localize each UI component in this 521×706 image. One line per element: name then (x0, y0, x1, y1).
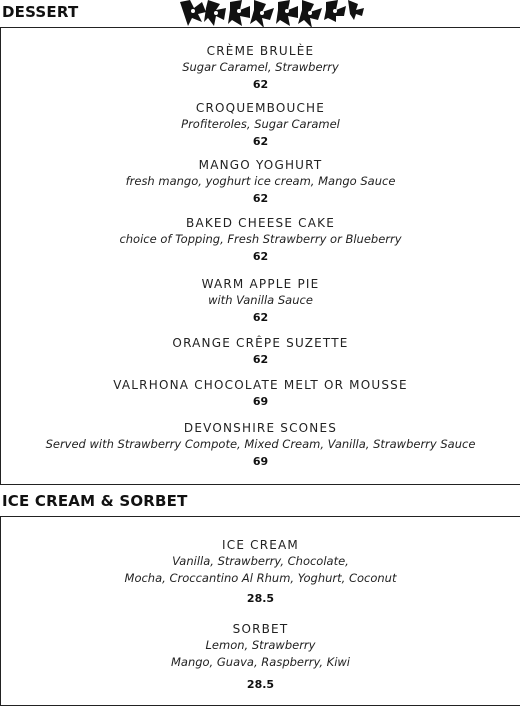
ice-cream-item-ice-cream (0, 537, 521, 607)
item-name: ORANGE CRÊPE SUZETTE (172, 336, 349, 350)
dessert-item-creme-brulee (0, 43, 521, 93)
item-price: 62 (252, 135, 269, 148)
section-title-ice-cream-sorbet: ICE CREAM & SORBET (2, 492, 188, 510)
dessert-item-baked-cheese-cake (0, 215, 521, 265)
item-name: CRÈME BRULÈE (206, 44, 315, 58)
dessert-item-orange-crepe-suzette (0, 335, 521, 368)
item-name: DEVONSHIRE SCONES (183, 421, 338, 435)
item-name: WARM APPLE PIE (201, 277, 320, 291)
item-name: ICE CREAM (222, 538, 299, 552)
item-name: MANGO YOGHURT (198, 158, 323, 172)
item-price: 62 (252, 78, 269, 91)
item-description: Profiteroles, Sugar Caramel (181, 117, 340, 131)
item-name: SORBET (232, 622, 289, 636)
item-name: VALRHONA CHOCOLATE MELT OR MOUSSE (113, 378, 408, 392)
item-description: with Vanilla Sauce (208, 293, 313, 307)
item-description-line-2: Mango, Guava, Raspberry, Kiwi (170, 655, 351, 669)
item-price: 69 (252, 455, 269, 468)
dessert-item-valrhona-chocolate (0, 377, 521, 410)
item-description: Sugar Caramel, Strawberry (182, 60, 339, 74)
item-price: 28.5 (246, 678, 275, 691)
item-price: 62 (252, 353, 269, 366)
item-description-line-1: Lemon, Strawberry (205, 638, 316, 652)
dessert-item-croquembouche (0, 100, 521, 150)
item-price: 69 (252, 395, 269, 408)
item-name: BAKED CHEESE CAKE (186, 216, 335, 230)
item-description-line-1: Vanilla, Strawberry, Chocolate, (172, 554, 349, 568)
item-description: choice of Topping, Fresh Strawberry or Blueberry (119, 232, 402, 246)
item-description-line-2: Mocha, Croccantino Al Rhum, Yoghurt, Coconut (124, 571, 397, 585)
item-price: 62 (252, 250, 269, 263)
dessert-item-devonshire-scones (0, 420, 521, 470)
item-price: 28.5 (246, 592, 275, 605)
section-title-dessert: DESSERT (2, 3, 79, 21)
item-name: CROQUEMBOUCHE (195, 101, 326, 115)
item-description: Served with Strawberry Compote, Mixed Cream, Vanilla, Strawberry Sauce (45, 437, 476, 451)
item-price: 62 (252, 192, 269, 205)
ice-cream-item-sorbet (0, 621, 521, 693)
decorative-pattern (180, 0, 370, 28)
item-description: fresh mango, yoghurt ice cream, Mango Sauce (125, 174, 396, 188)
item-price: 62 (252, 311, 269, 324)
dessert-item-mango-yoghurt (0, 157, 521, 207)
dessert-item-warm-apple-pie (0, 276, 521, 326)
